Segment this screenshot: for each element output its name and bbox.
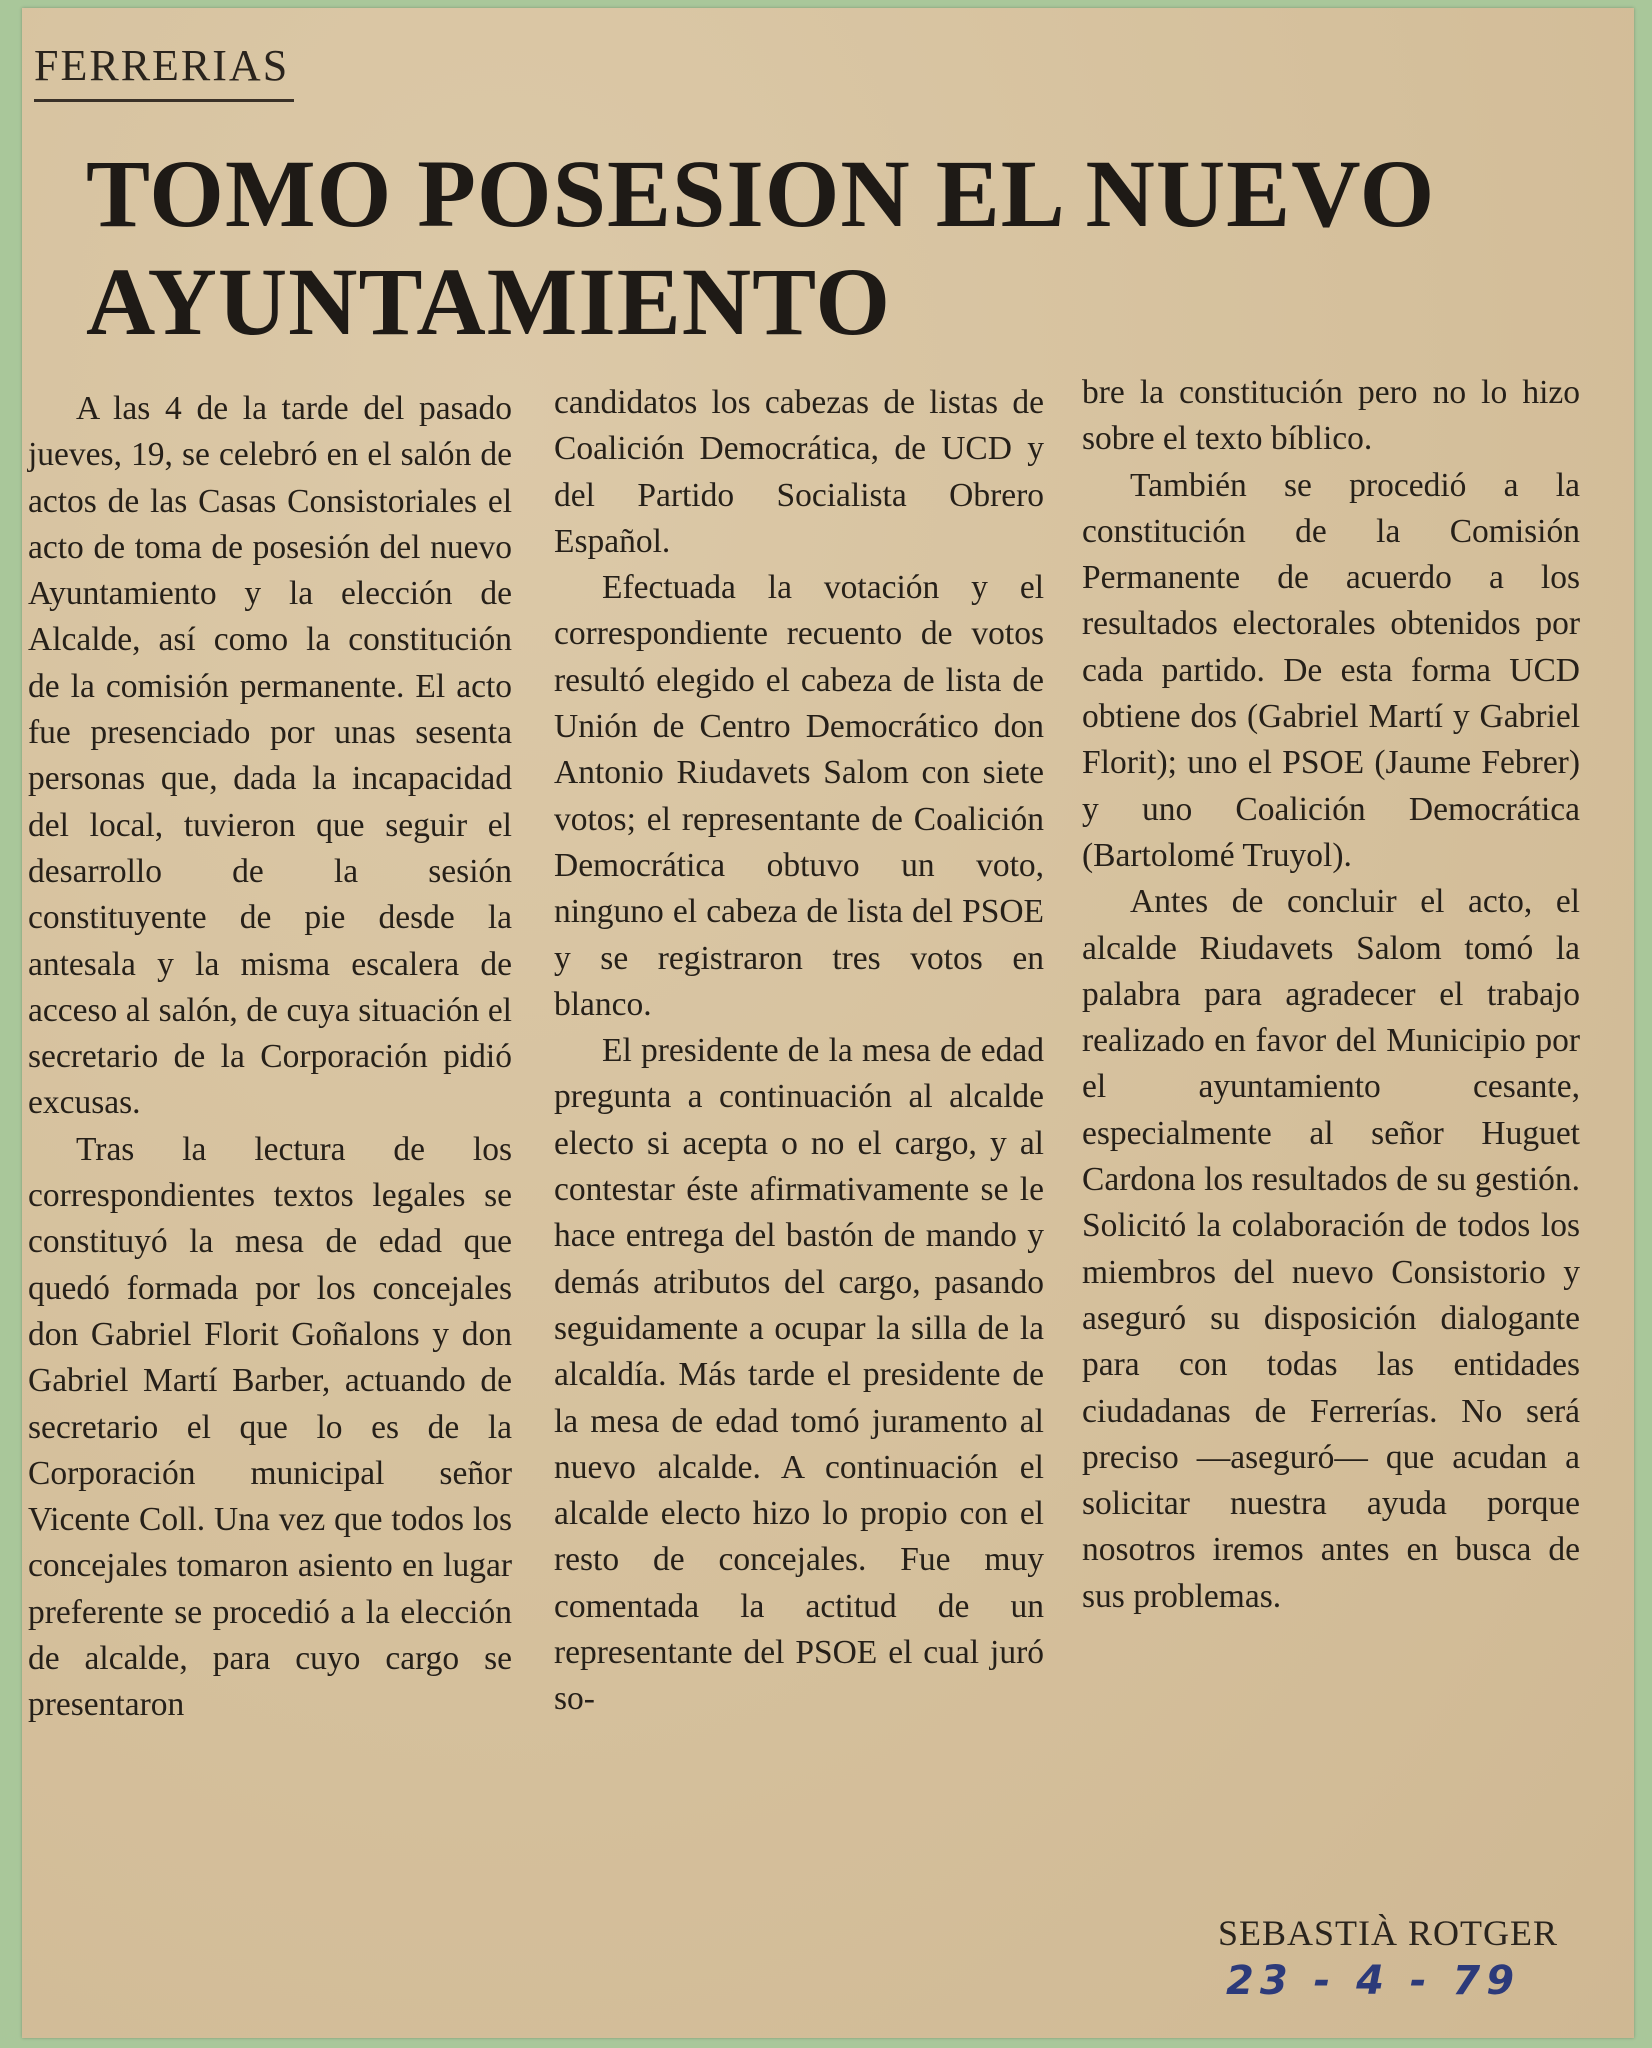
article-column-3	[1082, 370, 1580, 1620]
paragraph: bre la constitución pero no lo hizo sobre el texto bíblico.	[1082, 374, 1580, 458]
paragraph: candidatos los cabezas de listas de Coalición Democrática, de UCD y del Partido Socialista Obrero Español.	[554, 384, 1044, 560]
paragraph: Efectuada la votación y el correspondiente recuento de votos resultó elegido el cabeza de lista de Unión de Centro Democrático don Antonio Riudavets Salom con siete votos; el representante de Coalición Democrática obtuvo un voto, ninguno el cabeza de lista del PSOE y se registraron tres votos en blanco.	[554, 569, 1044, 1023]
byline: SEBASTIÀ ROTGER	[1218, 1913, 1559, 1953]
paragraph: También se procedió a la constitución de la Comisión Permanente de acuerdo a los resultados electorales obtenidos por cada partido. De esta forma UCD obtiene dos (Gabriel Martí y Gabriel Florit); uno el PSOE (Jaume Febrer) y uno Coalición Democrática (Bartolomé Truyol).	[1082, 466, 1580, 874]
section-label: FERRERIAS	[34, 40, 294, 102]
handwritten-date	[1222, 1950, 1562, 2010]
paragraph: El presidente de la mesa de edad pregunta a continuación al alcalde electo si acepta o no el cargo, y al contestar éste afirmativamente se le hace entrega del bastón de mando y demás atributos del cargo, pasando seguidamente a ocupar la silla de la alcaldía. Más tarde el presidente de la mesa de edad tomó juramento al nuevo alcalde. A continuación el alcalde electo hizo lo propio con el resto de concejales. Fue muy comentada la actitud de un representante del PSOE el cual juró so-	[554, 1032, 1044, 1718]
handwritten-date-text: 23 - 4 - 79	[1226, 1958, 1521, 2004]
headline: TOMO POSESION EL NUEVO AYUNTAMIENTO	[86, 140, 1436, 355]
article-column-2	[554, 380, 1044, 1723]
article-column-1	[28, 386, 512, 1729]
paragraph: A las 4 de la tarde del pasado jueves, 19, se celebró en el salón de actos de las Casas Consistoriales el acto de toma de posesión del nuevo Ayuntamiento y la elección de Alcalde, así como la constitución de la comisión permanente. El acto fue presenciado por unas sesenta personas que, dada la incapacidad del local, tuvieron que seguir el desarrollo de la sesión constituyente de pie desde la antesala y la misma escalera de acceso al salón, de cuya situación el secretario de la Corporación pidió excusas.	[28, 390, 512, 1122]
paragraph: Tras la lectura de los correspondientes textos legales se constituyó la mesa de edad que quedó formada por los concejales don Gabriel Florit Goñalons y don Gabriel Martí Barber, actuando de secretario el que lo es de la Corporación municipal señor Vicente Coll. Una vez que todos los concejales tomaron asiento en lugar preferente se procedió a la elección de alcalde, para cuyo cargo se presentaron	[28, 1130, 512, 1724]
paragraph: Antes de concluir el acto, el alcalde Riudavets Salom tomó la palabra para agradecer el trabajo realizado en favor del Municipio por el ayuntamiento cesante, especialmente al señor Huguet Cardona los resultados de su gestión. Solicitó la colaboración de todos los miembros del nuevo Consistorio y aseguró su disposición dialogante para con todas las entidades ciudadanas de Ferrerías. No será preciso —aseguró— que acudan a solicitar nuestra ayuda porque nosotros iremos antes en busca de sus problemas.	[1082, 883, 1580, 1615]
